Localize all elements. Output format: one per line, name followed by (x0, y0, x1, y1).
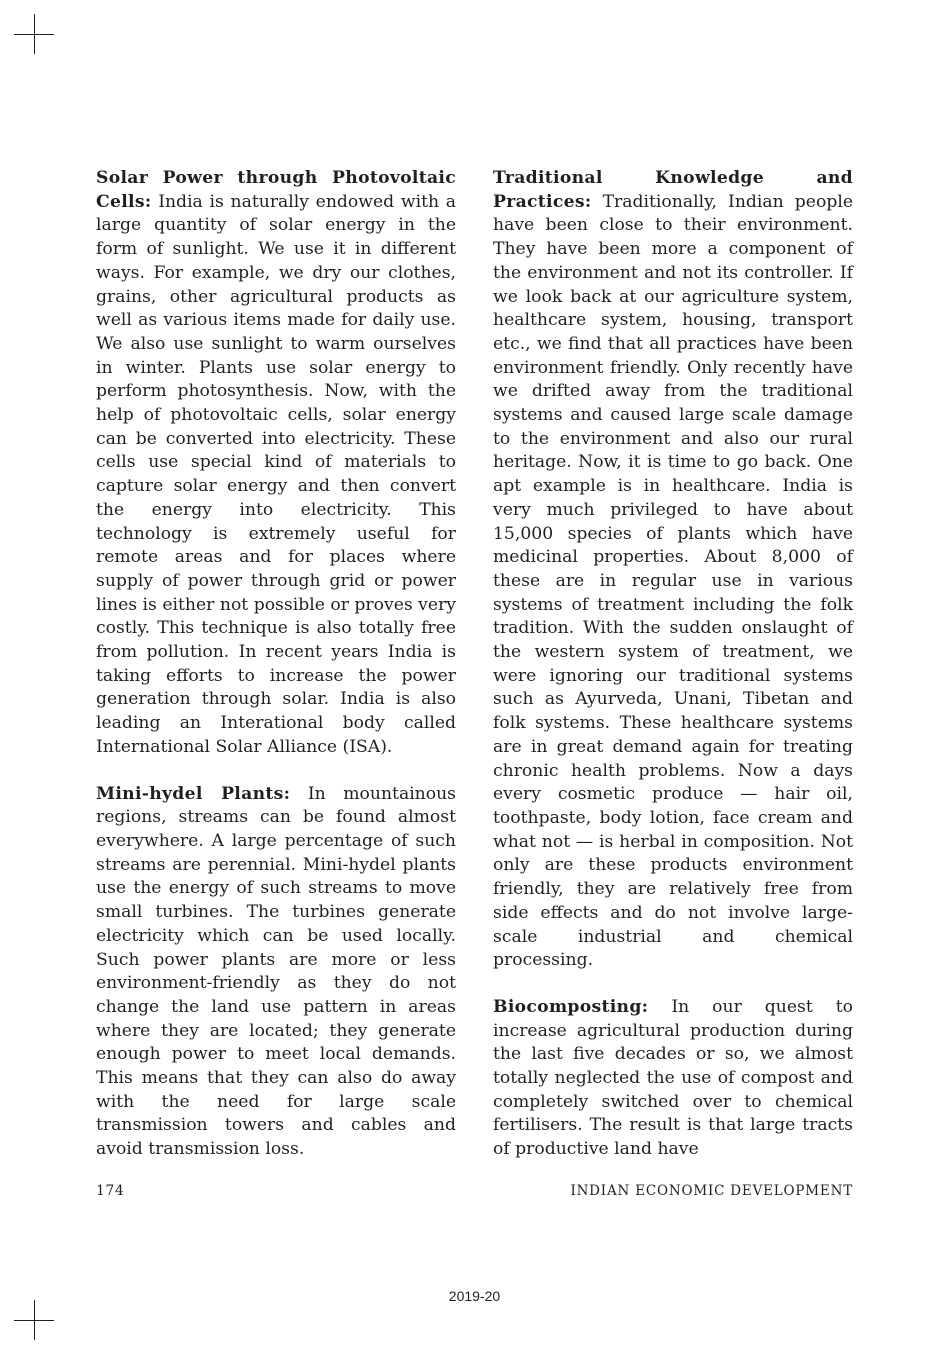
mini-hydel-paragraph (96, 783, 456, 1162)
paragraph-heading: Biocomposting: (493, 996, 649, 1017)
paragraph-body: India is naturally endowed with a large quantity of solar energy in the form of sunlight. We use it in different ways. For example, we dry our clothes, grains, other agricultural products as well as various items made for daily use. We also use sunlight to warm ourselves in winter. Plants use solar energy to perform photosynthesis. Now, with the help of photovoltaic cells, solar energy can be converted into electricity. These cells use special kind of materials to capture solar energy and then convert the energy into electricity. This technology is extremely useful for remote areas and for places where supply of power through grid or power lines is either not possible or proves very costly. This technique is also totally free from pollution. In recent years India is taking efforts to increase the power generation through solar. India is also leading an Interational body called International Solar Alliance (ISA). (96, 191, 456, 757)
paragraph-body: In our quest to increase agricultural production during the last five decades or so, we almost totally neglected the use of compost and completely switched over to chemical fertilisers. The result is that large tracts of productive land have (493, 996, 854, 1160)
traditional-knowledge-paragraph (493, 167, 853, 973)
paragraph-heading: Traditional Knowledge and Practices: (493, 168, 853, 212)
left-column (96, 167, 456, 1185)
solar-power-paragraph (96, 167, 456, 760)
paragraph-heading: Mini-hydel Plants: (96, 783, 291, 804)
crop-mark-top-left-vertical (34, 14, 35, 54)
right-column (493, 167, 853, 1185)
paragraph-heading: Solar Power through Photovoltaic Cells: (96, 168, 456, 212)
page-number: 174 (96, 1183, 125, 1199)
crop-mark-bottom-left-vertical (34, 1300, 35, 1340)
paragraph-body: Traditionally, Indian people have been close to their environment. They have been more a component of the environment and not its controller. If we look back at our agriculture system, healthcare system, housing, transport etc., we find that all practices have been environment friendly. Only recently have we drifted away from the traditional systems and caused large scale damage to the environment and also our rural heritage. Now, it is time to go back. One apt example is in healthcare. India is very much privileged to have about 15,000 species of plants which have medicinal properties. About 8,000 of these are in regular use in various systems of treatment including the folk tradition. With the sudden onslaught of the western system of treatment, we were ignoring our traditional systems such as Ayurveda, Unani, Tibetan and folk systems. These healthcare systems are in great demand again for treating chronic health problems. Now a days every cosmetic produce — hair oil, toothpaste, body lotion, face cream and what not — is herbal in composition. Not only are these products environment friendly, they are relatively free from side effects and do not involve large-scale industrial and chemical processing. (493, 191, 853, 971)
biocomposting-paragraph (493, 996, 853, 1162)
paragraph-body: In mountainous regions, streams can be found almost everywhere. A large percentage of such streams are perennial. Mini-hydel plants use the energy of such streams to move small turbines. The turbines generate electricity which can be used locally. Such power plants are more or less environment-friendly as they do not change the land use pattern in areas where they are located; they generate enough power to meet local demands. This means that they can also do away with the need for large scale transmission towers and cables and avoid transmission loss. (96, 783, 456, 1160)
running-footer-title: INDIAN ECONOMIC DEVELOPMENT (570, 1183, 853, 1199)
edition-year: 2019-20 (448, 1288, 501, 1304)
